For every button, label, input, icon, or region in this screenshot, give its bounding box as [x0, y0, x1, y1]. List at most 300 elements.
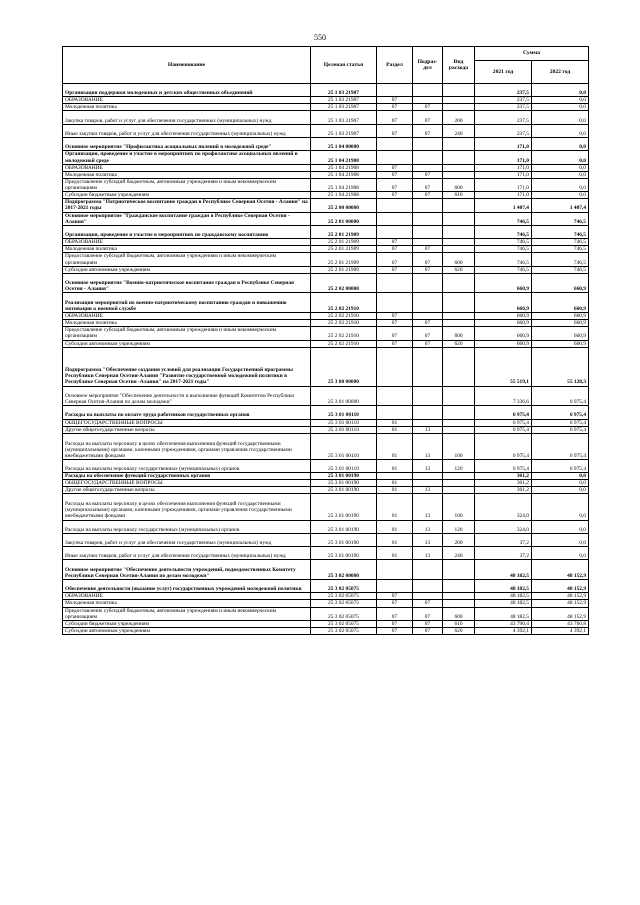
row-code: 25 3 02 05075 [311, 607, 377, 620]
row-code: 25 3 01 00190 [311, 547, 377, 560]
row-subsection [413, 480, 443, 487]
row-name: ОБРАЗОВАНИЕ [63, 164, 311, 171]
row-name: Предоставление субсидий бюджетным, автономным учреждениям и иным некоммерческим организациям [63, 327, 311, 340]
row-section: 01 [377, 487, 413, 494]
row-subsection: 13 [413, 547, 443, 560]
row-section: 01 [377, 433, 413, 459]
table-row [63, 386, 589, 406]
row-code: 25 3 01 00190 [311, 480, 377, 487]
row-sum-2022: 6 975,4 [532, 459, 589, 472]
row-sum-2021: 746,5 [475, 266, 532, 273]
row-sum-2021: 171,0 [475, 164, 532, 171]
row-sum-2022: 0,0 [532, 164, 589, 171]
row-section: 01 [377, 426, 413, 433]
row-sum-2022: 660,9 [532, 320, 589, 327]
row-subsection [413, 138, 443, 151]
table-row [63, 266, 589, 273]
row-section [377, 473, 413, 480]
header-code: Целевая статья [311, 47, 377, 84]
row-subsection: 07 [413, 104, 443, 111]
row-sum-2021: 6 975,4 [475, 433, 532, 459]
row-section: 01 [377, 494, 413, 520]
row-section [377, 560, 413, 580]
table-row [63, 199, 589, 212]
row-subsection [413, 419, 443, 426]
table-body [63, 84, 589, 635]
table-row [63, 178, 589, 191]
row-name: Обеспечение деятельности (оказание услуг) государственных учреждений молодежной политики [63, 580, 311, 593]
row-name: ОБРАЗОВАНИЕ [63, 239, 311, 246]
row-sum-2021: 171,0 [475, 138, 532, 151]
row-section: 01 [377, 533, 413, 546]
table-row [63, 560, 589, 580]
row-name: Основное мероприятие "Военно-патриотическое воспитание граждан в Республике Северная Осетия - Алания" [63, 273, 311, 293]
row-name: Молодежная политика [63, 246, 311, 253]
row-section: 01 [377, 547, 413, 560]
table-row [63, 239, 589, 246]
table-row [63, 124, 589, 137]
row-sum-2022: 0,0 [532, 178, 589, 191]
row-expense-type: 200 [443, 111, 475, 124]
row-sum-2021: 324,0 [475, 520, 532, 533]
header-section: Раздел [377, 47, 413, 84]
row-section [377, 84, 413, 97]
row-sum-2022: 746,5 [532, 253, 589, 266]
row-sum-2022: 0,0 [532, 97, 589, 104]
row-name: Подпрограмма "Обеспечение создания условий для реализации Государственной программы Республики Северная Осетия-Алания "Развитие государственной молодежной политики в Республике Северная Осетия -Алания" на 2017-2021 годы" [63, 347, 311, 386]
row-section: 07 [377, 593, 413, 600]
row-sum-2022: 0,0 [532, 138, 589, 151]
row-subsection: 07 [413, 266, 443, 273]
row-subsection: 07 [413, 340, 443, 347]
row-subsection [413, 473, 443, 480]
row-name: Организация, проведение и участие в мероприятиях по гражданскому воспитанию [63, 225, 311, 238]
row-sum-2022: 660,9 [532, 327, 589, 340]
row-sum-2021: 48 182,5 [475, 580, 532, 593]
row-sum-2021: 171,0 [475, 151, 532, 164]
row-expense-type [443, 104, 475, 111]
row-sum-2022: 6 975,4 [532, 386, 589, 406]
row-code: 25 3 01 00110 [311, 419, 377, 426]
table-row [63, 607, 589, 620]
header-sum: Сумма [475, 47, 589, 61]
row-sum-2021: 171,0 [475, 178, 532, 191]
table-row [63, 426, 589, 433]
row-sum-2022: 0,0 [532, 494, 589, 520]
row-expense-type [443, 199, 475, 212]
row-name: Реализация мероприятий по военно-патриотическому воспитанию граждан и повышению мотивации к военной службе [63, 293, 311, 313]
row-section: 07 [377, 178, 413, 191]
row-name: Субсидии автономным учреждениям [63, 340, 311, 347]
row-expense-type [443, 320, 475, 327]
header-subsection: Подраз-дел [413, 47, 443, 84]
row-expense-type [443, 273, 475, 293]
row-code: 25 2 02 00000 [311, 273, 377, 293]
row-expense-type [443, 560, 475, 580]
row-sum-2022: 43 760,8 [532, 620, 589, 627]
row-name: Закупка товаров, работ и услуг для обеспечения государственных (муниципальных) нужд [63, 533, 311, 546]
row-sum-2021: 237,5 [475, 124, 532, 137]
row-code: 25 1 03 21907 [311, 97, 377, 104]
row-sum-2021: 660,9 [475, 313, 532, 320]
row-name: Расходы на выплаты по оплате труда работников государственных органов [63, 406, 311, 419]
row-subsection: 07 [413, 607, 443, 620]
row-subsection: 07 [413, 192, 443, 199]
row-section [377, 347, 413, 386]
row-name: Другие общегосударственные вопросы [63, 426, 311, 433]
row-subsection [413, 199, 443, 212]
row-code: 25 3 01 00190 [311, 533, 377, 546]
row-subsection: 07 [413, 246, 443, 253]
row-expense-type: 600 [443, 178, 475, 191]
table-row [63, 104, 589, 111]
header-name: Наименование [63, 47, 311, 84]
row-subsection: 07 [413, 111, 443, 124]
row-section [377, 580, 413, 593]
row-sum-2021: 324,0 [475, 494, 532, 520]
row-section [377, 273, 413, 293]
row-sum-2021: 660,9 [475, 327, 532, 340]
row-subsection: 13 [413, 533, 443, 546]
row-name: Субсидии бюджетным учреждениям [63, 620, 311, 627]
table-row [63, 580, 589, 593]
row-expense-type [443, 600, 475, 607]
row-section: 07 [377, 192, 413, 199]
table-row [63, 620, 589, 627]
row-section: 01 [377, 419, 413, 426]
row-name: ОБРАЗОВАНИЕ [63, 313, 311, 320]
row-subsection: 07 [413, 253, 443, 266]
row-subsection: 07 [413, 171, 443, 178]
row-name: Молодежная политика [63, 104, 311, 111]
row-sum-2022: 48 152,9 [532, 593, 589, 600]
row-name: Организация поддержки молодежных и детских общественных объединений [63, 84, 311, 97]
row-subsection [413, 580, 443, 593]
row-expense-type [443, 97, 475, 104]
row-sum-2021: 48 182,5 [475, 593, 532, 600]
row-subsection: 13 [413, 487, 443, 494]
row-expense-type [443, 406, 475, 419]
row-expense-type [443, 138, 475, 151]
row-section: 07 [377, 266, 413, 273]
row-name: Субсидии автономным учреждениям [63, 266, 311, 273]
row-name: ОБЩЕГОСУДАРСТВЕННЫЕ ВОПРОСЫ [63, 419, 311, 426]
table-row [63, 459, 589, 472]
row-code: 25 3 01 00110 [311, 459, 377, 472]
row-expense-type: 240 [443, 547, 475, 560]
row-sum-2022: 746,5 [532, 225, 589, 238]
row-code: 25 1 03 21907 [311, 124, 377, 137]
table-row [63, 347, 589, 386]
row-sum-2021: 660,9 [475, 340, 532, 347]
row-expense-type [443, 171, 475, 178]
row-sum-2021: 55 519,1 [475, 347, 532, 386]
row-section [377, 212, 413, 225]
row-sum-2021: 746,5 [475, 253, 532, 266]
row-code: 25 3 01 00110 [311, 406, 377, 419]
table-row [63, 419, 589, 426]
row-expense-type [443, 593, 475, 600]
row-code: 25 3 02 00000 [311, 560, 377, 580]
row-code: 25 3 01 00190 [311, 494, 377, 520]
row-sum-2022: 48 152,9 [532, 560, 589, 580]
row-name: Расходы на обеспечение функций государственных органов [63, 473, 311, 480]
row-sum-2022: 660,9 [532, 293, 589, 313]
row-subsection: 07 [413, 178, 443, 191]
row-subsection [413, 239, 443, 246]
budget-table [62, 46, 589, 635]
row-sum-2021: 361,2 [475, 487, 532, 494]
row-expense-type [443, 473, 475, 480]
row-sum-2021: 361,2 [475, 473, 532, 480]
row-code: 25 1 03 21907 [311, 111, 377, 124]
row-sum-2022: 6 975,4 [532, 426, 589, 433]
row-expense-type [443, 293, 475, 313]
row-name: Предоставление субсидий бюджетным, автономным учреждениям и иным некоммерческим организациям [63, 178, 311, 191]
row-section [377, 225, 413, 238]
row-subsection: 07 [413, 327, 443, 340]
table-row [63, 212, 589, 225]
row-sum-2021: 237,5 [475, 97, 532, 104]
row-section: 01 [377, 480, 413, 487]
row-sum-2021: 48 182,5 [475, 607, 532, 620]
row-name: ОБРАЗОВАНИЕ [63, 97, 311, 104]
row-code: 25 3 01 00190 [311, 487, 377, 494]
row-name: Расходы на выплаты персоналу в целях обеспечения выполнения функций государственными (муниципальными) органами, казенными учреждениями, органами управления государственными внебюджетными фондами [63, 433, 311, 459]
row-expense-type [443, 239, 475, 246]
row-code: 25 3 02 05075 [311, 580, 377, 593]
row-sum-2021: 237,5 [475, 84, 532, 97]
table-row [63, 151, 589, 164]
row-sum-2022: 746,5 [532, 266, 589, 273]
table-row [63, 313, 589, 320]
row-section [377, 138, 413, 151]
row-expense-type [443, 151, 475, 164]
row-sum-2022: 6 975,4 [532, 419, 589, 426]
row-sum-2021: 37,2 [475, 533, 532, 546]
table-row [63, 494, 589, 520]
row-name: Подпрограмма "Патриотическое воспитание граждан в Республике Северная Осетия - Алания" на 2017-2021 годы [63, 199, 311, 212]
row-expense-type: 610 [443, 620, 475, 627]
row-sum-2022: 0,0 [532, 104, 589, 111]
row-code: 25 1 04 21908 [311, 164, 377, 171]
row-sum-2022: 0,0 [532, 480, 589, 487]
row-name: Расходы на выплаты персоналу в целях обеспечения выполнения функций государственными (муниципальными) органами, казенными учреждениями, органами управления государственными внебюджетными фондами [63, 494, 311, 520]
row-expense-type: 100 [443, 494, 475, 520]
row-code: 25 3 01 00000 [311, 386, 377, 406]
table-row [63, 320, 589, 327]
row-expense-type: 620 [443, 627, 475, 634]
row-name: Иные закупки товаров, работ и услуг для обеспечения государственных (муниципальных) нужд [63, 124, 311, 137]
row-subsection: 13 [413, 520, 443, 533]
row-code: 25 3 01 00110 [311, 433, 377, 459]
table-row [63, 253, 589, 266]
row-sum-2022: 746,5 [532, 246, 589, 253]
row-name: Основное мероприятие "Обеспечение деятельности учреждений, подведомственных Комитету Республики Северная Осетия-Алания по делам молодежи" [63, 560, 311, 580]
row-sum-2022: 48 152,9 [532, 580, 589, 593]
table-row [63, 225, 589, 238]
row-section: 07 [377, 97, 413, 104]
row-sum-2021: 660,9 [475, 293, 532, 313]
row-code: 25 2 01 21909 [311, 225, 377, 238]
table-row [63, 246, 589, 253]
row-name: Основное мероприятие "Обеспечение деятельности и выполнение функций Комитетом Республики Северная Осетия-Алания по делам молодежи" [63, 386, 311, 406]
row-sum-2022: 0,0 [532, 124, 589, 137]
row-expense-type [443, 347, 475, 386]
row-section: 07 [377, 246, 413, 253]
row-sum-2022: 0,0 [532, 473, 589, 480]
row-name: Субсидии бюджетным учреждениям [63, 192, 311, 199]
row-sum-2021: 48 182,5 [475, 560, 532, 580]
row-expense-type: 120 [443, 459, 475, 472]
table-row [63, 627, 589, 634]
row-name: Молодежная политика [63, 600, 311, 607]
row-sum-2022: 6 975,4 [532, 433, 589, 459]
row-code: 25 2 01 21909 [311, 246, 377, 253]
table-row [63, 487, 589, 494]
row-code: 25 1 03 21907 [311, 84, 377, 97]
row-subsection: 07 [413, 627, 443, 634]
row-code: 25 1 04 21908 [311, 151, 377, 164]
table-row [63, 340, 589, 347]
row-section: 07 [377, 627, 413, 634]
row-subsection: 07 [413, 620, 443, 627]
row-name: Молодежная политика [63, 171, 311, 178]
table-row [63, 192, 589, 199]
row-subsection [413, 273, 443, 293]
row-sum-2021: 171,0 [475, 171, 532, 178]
row-section: 07 [377, 124, 413, 137]
row-subsection: 13 [413, 426, 443, 433]
table-row [63, 138, 589, 151]
row-code: 25 1 03 21907 [311, 104, 377, 111]
row-sum-2022: 4 392,1 [532, 627, 589, 634]
row-name: Молодежная политика [63, 320, 311, 327]
row-expense-type: 200 [443, 533, 475, 546]
row-sum-2022: 660,9 [532, 273, 589, 293]
table-row [63, 406, 589, 419]
row-expense-type: 600 [443, 327, 475, 340]
table-row [63, 593, 589, 600]
row-code: 25 3 02 05075 [311, 600, 377, 607]
row-sum-2021: 171,0 [475, 192, 532, 199]
row-code: 25 2 01 21909 [311, 266, 377, 273]
row-sum-2021: 4 392,1 [475, 627, 532, 634]
row-subsection [413, 386, 443, 406]
table-row [63, 97, 589, 104]
row-subsection [413, 593, 443, 600]
row-expense-type [443, 426, 475, 433]
row-expense-type [443, 84, 475, 97]
table-row [63, 273, 589, 293]
row-section: 01 [377, 520, 413, 533]
row-section: 07 [377, 253, 413, 266]
row-subsection [413, 225, 443, 238]
row-expense-type: 240 [443, 124, 475, 137]
row-subsection [413, 560, 443, 580]
row-subsection: 13 [413, 459, 443, 472]
row-subsection: 07 [413, 600, 443, 607]
row-expense-type [443, 386, 475, 406]
row-code: 25 2 01 00000 [311, 212, 377, 225]
row-section [377, 151, 413, 164]
row-subsection: 13 [413, 433, 443, 459]
row-name: ОБРАЗОВАНИЕ [63, 593, 311, 600]
header-year-2021: 2021 год [475, 61, 532, 84]
row-sum-2022: 0,0 [532, 487, 589, 494]
row-subsection [413, 84, 443, 97]
row-sum-2022: 6 975,4 [532, 406, 589, 419]
row-expense-type: 120 [443, 520, 475, 533]
row-code: 25 2 02 21910 [311, 340, 377, 347]
row-sum-2021: 237,5 [475, 111, 532, 124]
row-code: 25 3 02 05075 [311, 593, 377, 600]
row-subsection: 07 [413, 124, 443, 137]
row-sum-2021: 361,2 [475, 480, 532, 487]
row-code: 25 3 01 00110 [311, 426, 377, 433]
row-expense-type: 610 [443, 192, 475, 199]
row-sum-2022: 0,0 [532, 171, 589, 178]
row-subsection [413, 212, 443, 225]
row-code: 25 3 01 00190 [311, 520, 377, 533]
page-number: 550 [314, 33, 326, 42]
row-section: 07 [377, 104, 413, 111]
row-section: 07 [377, 327, 413, 340]
table-row [63, 164, 589, 171]
row-expense-type: 620 [443, 340, 475, 347]
row-code: 25 2 01 21909 [311, 239, 377, 246]
row-code: 25 2 02 21910 [311, 320, 377, 327]
table-row [63, 520, 589, 533]
table-row [63, 533, 589, 546]
row-sum-2022: 48 152,9 [532, 600, 589, 607]
row-section: 07 [377, 313, 413, 320]
row-sum-2021: 6 975,4 [475, 426, 532, 433]
row-sum-2021: 746,5 [475, 239, 532, 246]
row-subsection [413, 164, 443, 171]
header-expense-type: Вид расхода [443, 47, 475, 84]
row-section: 07 [377, 239, 413, 246]
row-expense-type [443, 419, 475, 426]
row-name: Организация, проведение и участие в мероприятиях по профилактике асоциальных явлений в молодежной среде [63, 151, 311, 164]
row-sum-2021: 660,9 [475, 320, 532, 327]
row-subsection: 07 [413, 320, 443, 327]
table-row [63, 171, 589, 178]
row-code: 25 2 01 21909 [311, 253, 377, 266]
row-sum-2022: 0,0 [532, 547, 589, 560]
row-code: 25 1 04 21908 [311, 171, 377, 178]
row-sum-2022: 0,0 [532, 151, 589, 164]
table-row [63, 600, 589, 607]
row-expense-type [443, 246, 475, 253]
row-sum-2021: 43 790,4 [475, 620, 532, 627]
row-section: 07 [377, 340, 413, 347]
row-section [377, 406, 413, 419]
row-code: 25 3 00 00000 [311, 347, 377, 386]
row-expense-type [443, 164, 475, 171]
row-sum-2022: 660,9 [532, 340, 589, 347]
row-expense-type [443, 313, 475, 320]
row-sum-2021: 6 975,4 [475, 406, 532, 419]
row-sum-2021: 660,9 [475, 273, 532, 293]
row-section: 07 [377, 620, 413, 627]
row-section: 07 [377, 607, 413, 620]
row-expense-type [443, 487, 475, 494]
row-sum-2022: 55 128,3 [532, 347, 589, 386]
row-section [377, 386, 413, 406]
row-sum-2022: 0,0 [532, 192, 589, 199]
row-name: Расходы на выплаты персоналу государственных (муниципальных) органов [63, 520, 311, 533]
